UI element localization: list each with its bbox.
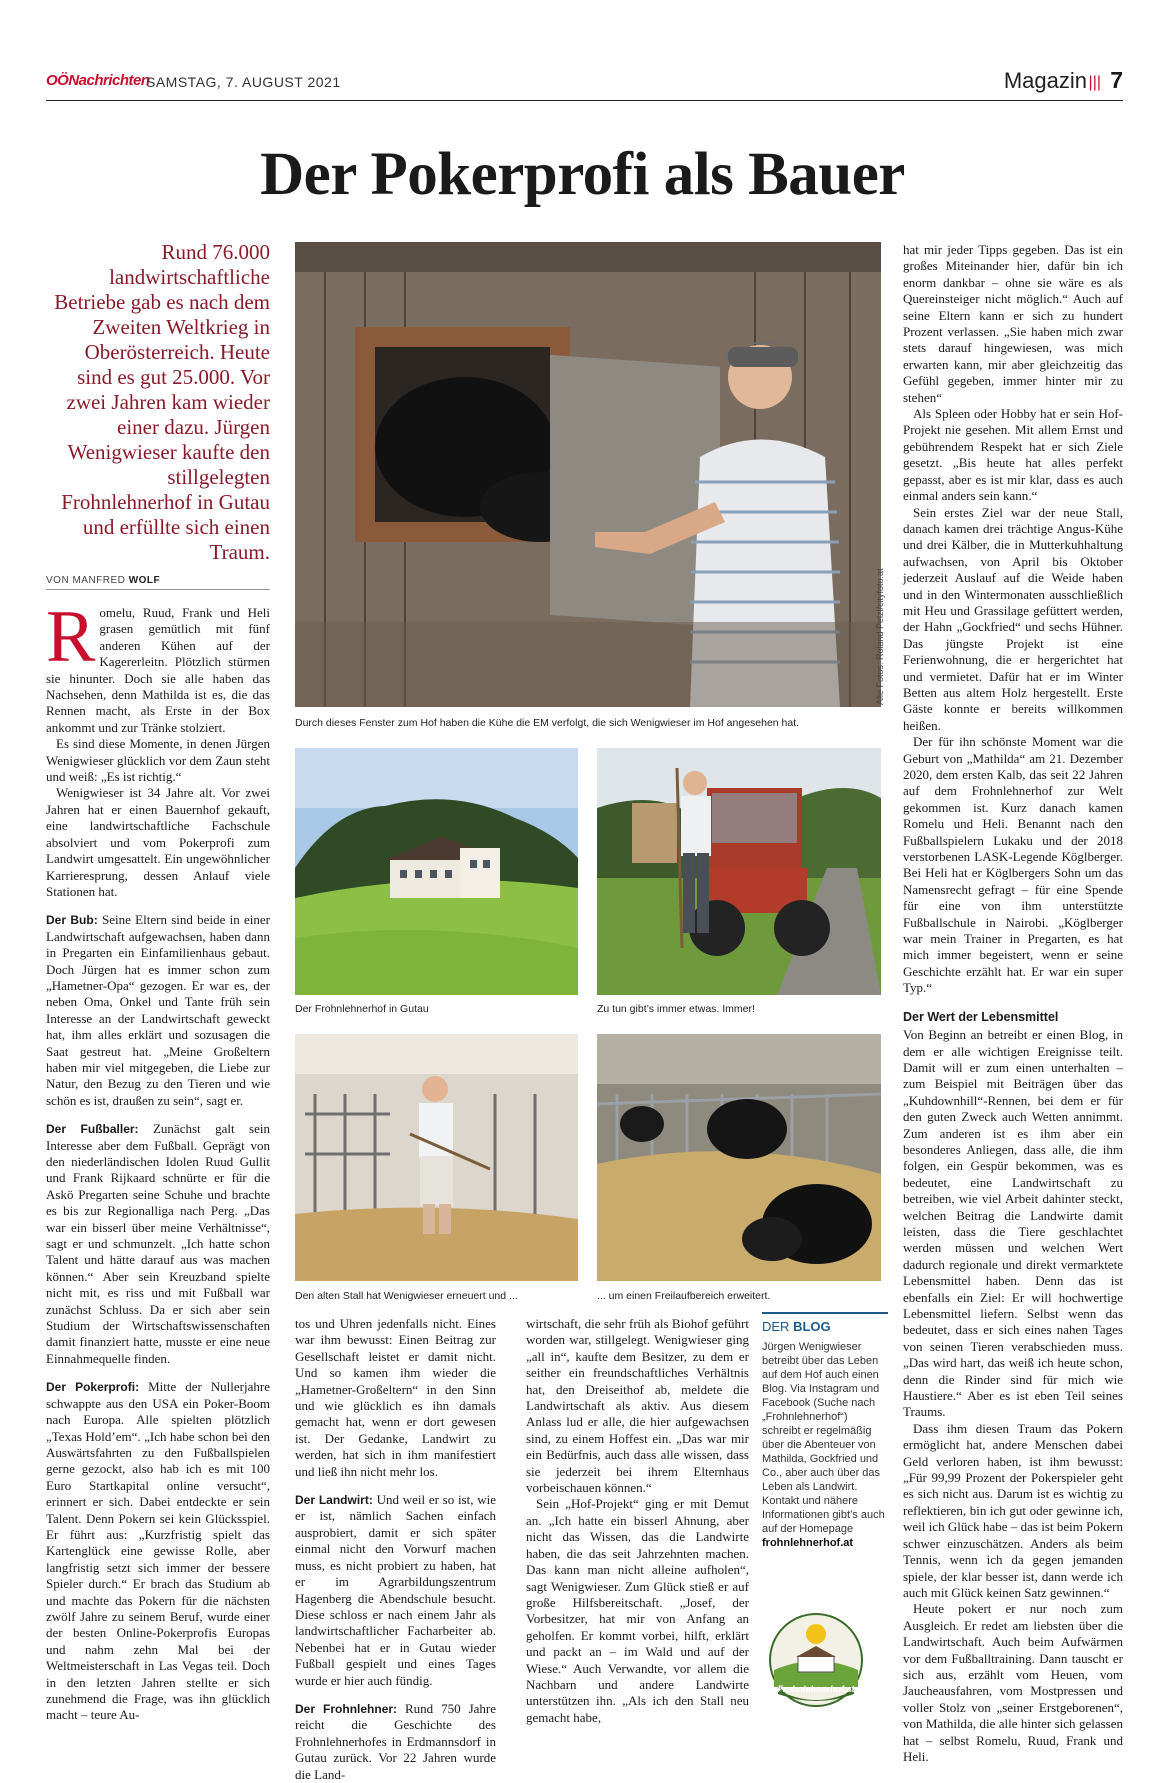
blog-logo-badge <box>768 1612 864 1708</box>
paragraph: hat mir jeder Tipps gegeben. Das ist ein großes Miteinander hier, dafür bin ich enorm dankbar – ohne sie wäre es als Quereinsteiger nicht möglich.“ Auch auf seine Eltern kann er sich zu hundert Prozent verlassen. „Sie haben mich zwar stets darauf hingewiesen, was mich erwarten kann, mir aber gleichzeitig das Gefühl gegeben, immer hinter mir zu stehen“ <box>903 242 1123 405</box>
paragraph: Mitte der Nullerjahre schwappte aus den USA ein Poker-Boom nach Europa. Alle spielten plötzlich „Texas Hold’em“. „Ich habe schon bei den Auswärtsfahrten zu den Fußballspielen gerne gezockt, also hab ich es mit 100 Euro Startkapital online versucht“, erinnert er sich. Dabei entdeckte er sein Talent. Denn Pokern sei kein Glücksspiel. Er führt aus: „Kurzfristig spielt das Kartenglück eine gewisse Rolle, aber langfristig setzt sich immer der bessere Spieler durch.“ Er brach das Studium ab und machte das Pokern für die nächsten zwölf Jahre zu seinem Beruf, wurde einer der besten Online-Pokerprofis Europas und nahm zehn Mal bei der Weltmeisterschaft in Las Vegas teil. Doch in den letzten Jahren stellte er sich zunehmend die Frage, was ihn glücklich macht – teure Au- <box>46 1379 270 1723</box>
subhead-keyword: Der Frohnlehner: <box>295 1701 398 1716</box>
paragraph: Von Beginn an betreibt er einen Blog, in dem er alle wichtigen Ereignisse teilt. Damit will er zum einen unterhalten – zum Beispiel mit Beiträgen über das „Kuhdownhill“-Rennen, bei dem er für den guten Zweck auch Wetten annimmt. Zum anderen ist es ihm aber ein besonderes Anliegen, dass alle, die ihm folgen, ein Gespür bekommen, was es bedeutet, eine Landwirtschaft zu betreiben, wie viel Arbeit dahinter steckt, welchen Beitrag die Landwirte damit leisten, dass die Tiere geschlachtet werden müssen und welchen Wert dadurch regionale und direkt vermarktete Lebensmittel haben. Denn das ist ebenfalls ein Ziel: Er will hochwertige Lebensmittel liefern. Selbst wenn das bedeutet, dass er sich eines nahen Tages von seinen Tieren verabschieden muss. „Das wird hart, das weiß ich heute schon, denn die Rinder sind für mich wie Haustiere.“ Aber es ist eben Teil seines Traums. <box>903 1027 1123 1420</box>
byline-author: WOLF <box>128 575 161 586</box>
newspaper-logo: OÖNachrichten <box>46 72 150 89</box>
masthead <box>46 67 1123 101</box>
photo-caption: Zu tun gibt’s immer etwas. Immer! <box>597 1003 755 1015</box>
paragraph: omelu, Ruud, Frank und Heli grasen gemütlich mit fünf anderen Kühen auf der Kagererleitn. Plötzlich stürmen sie hinunter. Doch sie alle haben das Nachsehen, denn Mathilda ist es, die das Rennen macht, als Erste in der Box ankommt und zur Tränke stolziert. <box>46 605 270 735</box>
subhead-keyword: Der Landwirt: <box>295 1493 373 1508</box>
main-photo-cow-window <box>295 242 881 707</box>
drop-cap: R <box>46 596 96 678</box>
paragraph: Sein erstes Ziel war der neue Stall, danach kamen drei trächtige Angus-Kühe und drei Kälber, die in Mutterkuhhaltung aufwachsen, von April bis Oktober jederzeit Auslauf auf die Weide haben und in den Wintermonaten ausschließlich mit Heu und Grassilage gefüttert werden, der Hahn „Gockfried“ und sechs Hühner. Das jüngste Projekt ist eine Ferienwohnung, die er hergerichtet hat und vermietet. Dafür hat er im Winter Betten aus altem Holz hergestellt. Erste Gäste konnte er bereits willkommen heißen. <box>903 504 1123 733</box>
paragraph: Sein „Hof-Projekt“ ging er mit Demut an. „Ich hatte ein bisserl Ahnung, aber nicht das Wissen, das die Landwirte haben, die das seit Jahrzehnten machen. Das kann man nicht alleine aufholen“, sagt Wenigwieser. Zum Glück stieß er auf große Hilfsbereitschaft. „Josef, der Vorbesitzer, hat mir von Anfang an geholfen. Er kommt vorbei, hilft, erklärt und packt an – im Wald und auf der Wiese.“ Auch Verwandte, vor allem die Nachbarn und andere Landwirte unterstützen ihn. „Als ich den Stall neu gemacht habe, <box>526 1496 749 1725</box>
paragraph: Wenigwieser ist 34 Jahre alt. Vor zwei Jahren hat er einen Bauernhof gekauft, eine landwirtschaftliche Fachschule absolviert und vom Pokerprofi zum Landwirt umgesattelt. Ein ungewöhnlicher Karrieresprung, dessen Anlauf viele Stationen hat. <box>46 785 270 899</box>
paragraph: Als Spleen oder Hobby hat er sein Hof-Projekt nie gesehen. Mit allem Ernst und gebührendem Respekt hat er sich Ziele gesetzt. „Bis heute hat alles perfekt gepasst, aber es ist mir klar, dass es auch einmal anders sein kann.“ <box>903 406 1123 504</box>
subhead-keyword: Der Bub: <box>46 913 98 928</box>
photo-caption: Den alten Stall hat Wenigwieser erneuert und ... <box>295 1290 518 1302</box>
photo-credit: Alle Fotos: Roland Pelzl/cityfoto.at <box>875 568 885 705</box>
byline-prefix: VON MANFRED <box>46 575 126 586</box>
paragraph: Rund 750 Jahre reicht die Geschichte des Frohnlehnerhofes in Erdmannsdorf in Gutau zurück. Vor 22 Jahren wurde die Land- <box>295 1700 496 1782</box>
section-marker: ||| <box>1088 74 1101 91</box>
paragraph: wirtschaft, die sehr früh als Biohof geführt worden war, stillgelegt. Wenigwieser ging „all in“, kaufte dem Besitzer, zu dem er seither ein freundschaftliches Verhältnis hat, den Dreiseithof ab, meldete die Landwirtschaft als aktiv. Aus diesem Anlass lud er alle, die hier aufgewachsen sind, zu einem Hoffest ein. „Das war mir ein Bedürfnis, auch dass alle wissen, dass sie jederzeit bei ihrem Elternhaus vorbeischauen können.“ <box>526 1316 749 1496</box>
blog-infobox <box>762 1312 888 1550</box>
photo-caption: Durch dieses Fenster zum Hof haben die Kühe die EM verfolgt, die sich Wenigwieser im Hof angesehen hat. <box>295 717 800 729</box>
blog-text: Jürgen Wenigwieser betreibt über das Leben auf dem Hof auch einen Blog. Via Instagram und Facebook (Suche nach „Frohnlehnerhof“) schreibt er regelmäßig über die Abenteuer von Mathilda, Gockfried und Co., aber auch über das Leben als Landwirt. Kontakt und nähere Informationen gibt’s auch auf der Homepage <box>762 1341 885 1535</box>
photo-tractor <box>597 748 881 995</box>
article-headline: Der Pokerprofi als Bauer <box>260 141 905 208</box>
subhead-keyword: Der Pokerprofi: <box>46 1380 140 1395</box>
photo-stable <box>295 1034 578 1281</box>
paragraph: Es sind diese Momente, in denen Jürgen Wenigwieser glücklich vor dem Zaun steht und weiß: „Es ist richtig.“ <box>46 736 270 785</box>
text-column-3 <box>526 1316 749 1726</box>
paragraph: Dass ihm diesen Traum das Pokern ermöglicht hat, andere Menschen dabei Geld verloren haben, ist ihm bewusst: „Für 99,99 Prozent der Pokerspieler geht es sich nicht aus. Darum ist es wichtig zu reflektieren, bin ich gut oder gewinne ich, weil ich Glück habe – das ist beim Pokern schwer einzuschätzen. Anders als beim Tennis, wenn ich da gegen jemanden spiele, der klar besser ist, dann werde ich auch mit Glück keinen Satz gewinnen.“ <box>903 1420 1123 1600</box>
article-lead: Rund 76.000 landwirtschaftliche Betriebe gab es nach dem Zweiten Weltkrieg in Oberösterreich. Heute sind es gut 25.000. Vor zwei Jahren kam wieder einer dazu. Jürgen Wenigwieser kaufte den stillgelegten Frohnlehnerhof in Gutau und erfüllte sich einen Traum. <box>54 240 270 564</box>
paragraph: Und weil er so ist, wie er ist, nämlich Sachen einfach ausprobiert, damit er sich später einmal nicht den Vorwurf machen muss, es nicht probiert zu haben, hat er im Agrarbildungszentrum Hagenberg die Abendschule besucht. Diese schloss er nach einem Jahr als landwirtschaftlicher Facharbeiter ab. Nebenbei hat er in Gutau wieder Fußball gespielt und eines Tages wurde er hier auch fündig. <box>295 1492 496 1688</box>
section-subheading: Der Wert der Lebensmittel <box>903 1009 1059 1024</box>
photo-cows <box>597 1034 881 1281</box>
blog-url[interactable]: frohnlehnerhof.at <box>762 1537 854 1549</box>
section-name: Magazin <box>1003 68 1087 93</box>
photo-farmhouse <box>295 748 578 995</box>
paragraph: tos und Uhren jedenfalls nicht. Eines war ihm bewusst: Einen Beitrag zur Gesellschaft leistet er damit nicht. Und so kamen ihm wieder die „Hametner-Großeltern“ in den Sinn und wie glücklich es ihn damals gemacht hat, wenn er dort gewesen ist. Der Gedanke, Landwirt zu werden, hat sich in ihm manifestiert und ließ ihn nicht mehr los. <box>295 1316 496 1479</box>
photo-caption: ... um einen Freilaufbereich erweitert. <box>597 1290 771 1302</box>
photo-caption: Der Frohnlehnerhof in Gutau <box>295 1003 429 1015</box>
text-column-2 <box>295 1316 496 1783</box>
byline <box>46 575 270 590</box>
subhead-keyword: Der Fußballer: <box>46 1122 139 1137</box>
issue-date: SAMSTAG, 7. AUGUST 2021 <box>146 74 341 90</box>
page-number: 7 <box>1110 67 1123 93</box>
text-column-4 <box>903 242 1123 1765</box>
paragraph: Der für ihn schönste Moment war die Geburt von „Mathilda“ am 21. Dezember 2020, dem ersten Kalb, das seit 22 Jahren auf dem Frohnlehnerhof zur Welt gekommen ist. Kurz danach kamen Romelu und Heli. Benannt nach den Fußballspielern Lukaku und der 2018 verstorbenen LASK-Legende Köglberger. Bei Heli hat er Köglbergers Sohn um das Namensrecht gefragt – für eine Spende für eine von ihm unterstützte Fußballschule in Nairobi. „Köglberger war mein Trainer in Pregarten, es hat mich immer begeistert, wenn er seine Geschichte erzählt hat. Er war ein super Typ.“ <box>903 734 1123 996</box>
text-column-1 <box>46 596 271 1724</box>
paragraph: Seine Eltern sind beide in einer Landwirtschaft aufgewachsen, haben dann in Pregarten ein Einfamilienhaus gebaut. Doch Jürgen hat es immer schon zum „Hametner-Opa“ gezogen. Er war es, der neben Oma, Onkel und Tante früh sein Interesse an der Landwirtschaft geweckt hat, ihm alles erklärt und sozusagen die Saat gestreut hat. „Meine Großeltern haben mir viel mitgegeben, die Liebe zur Natur, den Bezug zu den Tieren und wie schön es ist, draußen zu sein“, sagt er. <box>46 912 271 1108</box>
paragraph: Heute pokert er nur noch zum Ausgleich. Er redet am liebsten über die Landwirtschaft. Auch beim Aufwärmen vor dem Fußballtraining. Dann tauscht er sich aus, erzählt vom Heuen, vom Jaucheausfahren, vom Mostpressen und voller Stolz von „seiner Erstgeborenen“, von Mathilda, die alle hinter sich gelassen hat – selbst Romelu, Ruud, Frank und Heli. <box>903 1601 1123 1764</box>
paragraph: Zunächst galt sein Interesse aber dem Fußball. Geprägt von den niederländischen Idolen Ruud Gullit und Frank Rijkaard schnürte er für die Askö Pregarten seine Schuhe und brachte es bis zur Regionalliga nach Perg. „Das war ein bisserl über meine Verhältnisse“, sagt er und schmunzelt. „Ich hatte schon Talent und hätte darauf aus was machen können.“ Aber sein Kreuzband spielte nicht mit, es riss und mit Fußball war zunächst Schluss. Da er sich aber sein Studium der Wirtschaftswissenschaften damit finanziert hatte, musste er eine neue Einnahmequelle finden. <box>46 1121 270 1366</box>
blog-title: DER BLOG <box>762 1319 831 1334</box>
blog-logo-text: Frohnlehnerhof.at <box>777 1684 855 1694</box>
